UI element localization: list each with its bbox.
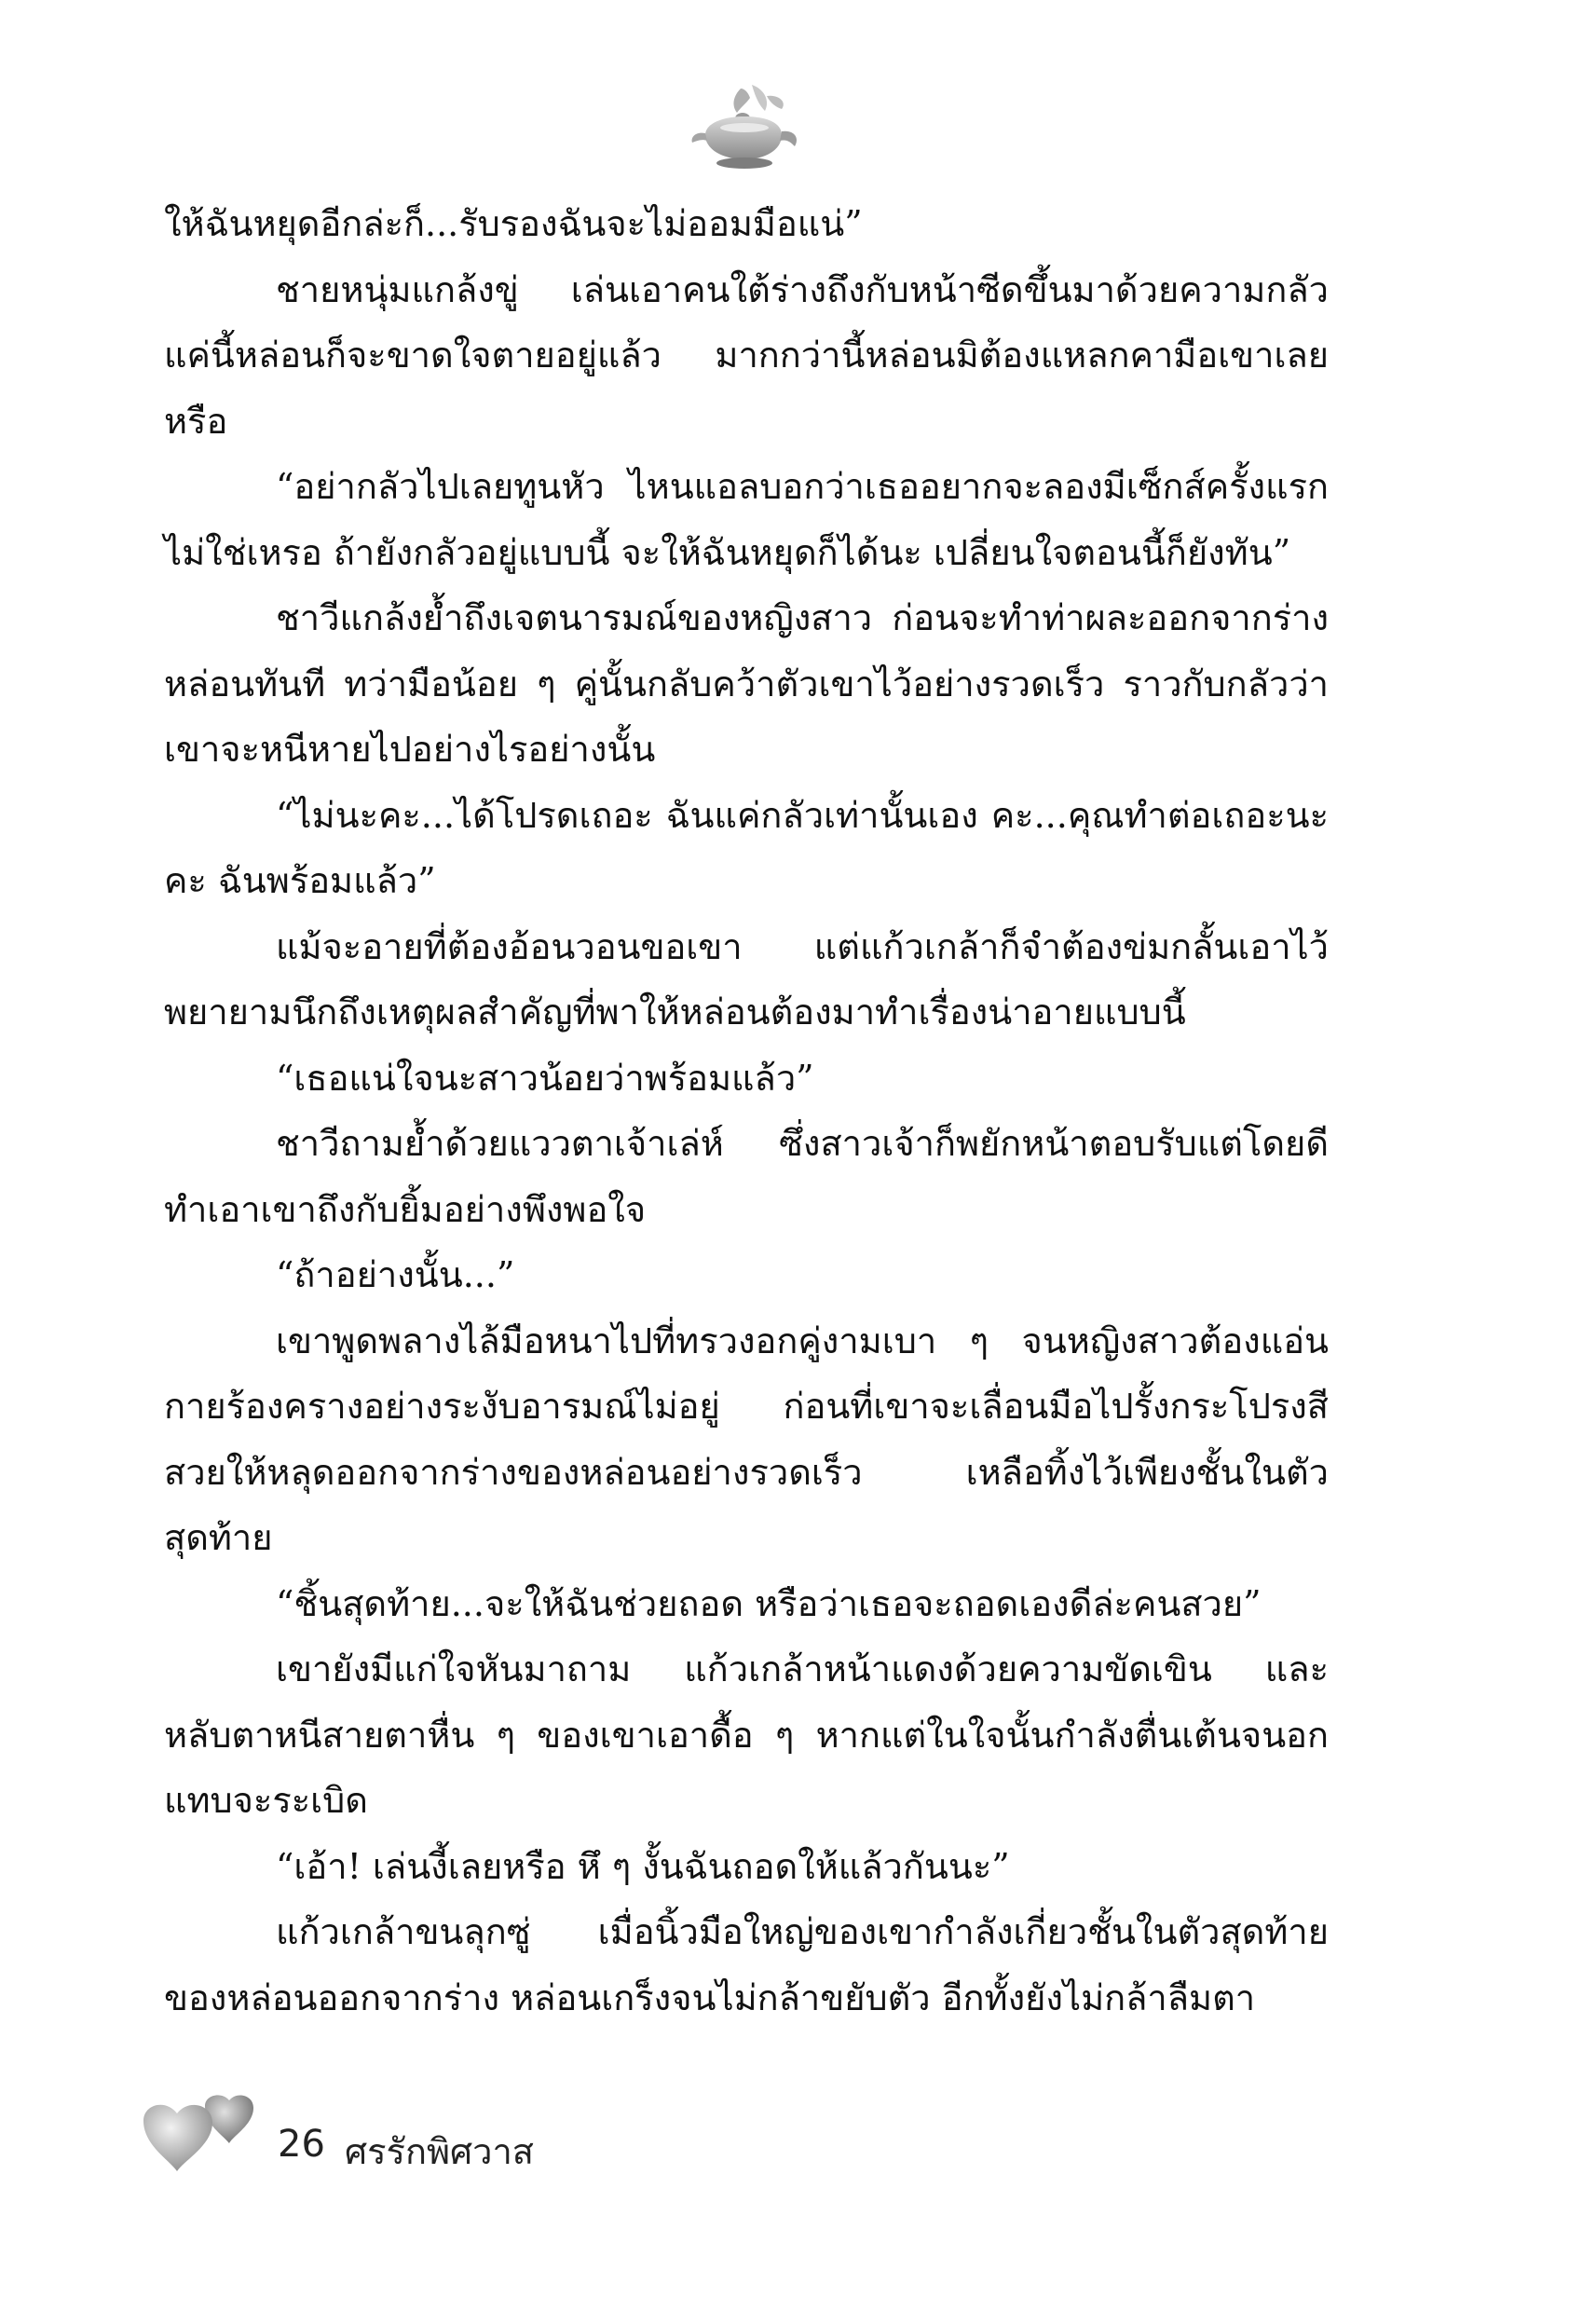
book-title: ศรรักพิศวาส <box>345 2131 534 2172</box>
paragraph: “ถ้าอย่างนั้น...” <box>276 1254 515 1295</box>
paragraph: “เอ้า! เล่นงี้เลยหรือ หึ ๆ งั้นฉันถอดให้แล้วกันนะ” <box>276 1845 1010 1887</box>
paragraph: ชาวีถามย้ำด้วยแววตาเจ้าเล่ห์ ซึ่งสาวเจ้าก็พยักหน้าตอบรับแต่โดยดี ทำเอาเขาถึงกับยิ้มอย่างพึงพอใจ <box>164 1123 1329 1230</box>
paragraph: ชายหนุ่มแกล้งขู่ เล่นเอาคนใต้ร่างถึงกับหน้าซีดขึ้นมาด้วยความกลัว แค่นี้หล่อนก็จะขาดใจตายอยู่แล้ว มากกว่านี้หล่อนมิต้องแหลกคามือเขาเลยหรือ <box>164 268 1329 442</box>
paragraph: “ชิ้นสุดท้าย...จะให้ฉันช่วยถอด หรือว่าเธอจะถอดเองดีล่ะคนสวย” <box>276 1582 1262 1624</box>
paragraph: แก้วเกล้าขนลุกซู่ เมื่อนิ้วมือใหญ่ของเขากำลังเกี่ยวชั้นในตัวสุดท้ายของหล่อนออกจากร่าง หล่อนเกร็งจนไม่กล้าขยับตัว อีกทั้งยังไม่กล้าลืมตา <box>164 1911 1329 2018</box>
paragraph: แม้จะอายที่ต้องอ้อนวอนขอเขา แต่แก้วเกล้าก็จำต้องข่มกลั้นเอาไว้ พยายามนึกถึงเหตุผลสำคัญที่พาให้หล่อนต้องมาทำเรื่องน่าอายแบบนี้ <box>164 925 1329 1032</box>
page-number: 26 <box>278 2123 325 2166</box>
paragraph: ให้ฉันหยุดอีกล่ะก็...รับรองฉันจะไม่ออมมือแน่” <box>164 203 863 244</box>
body-text <box>164 191 1329 2031</box>
hearts-icon <box>140 2078 261 2181</box>
page-footer <box>140 2078 792 2181</box>
teapot-fairy-ornament-icon <box>685 79 806 182</box>
paragraph: เขาพูดพลางไล้มือหนาไปที่ทรวงอกคู่งามเบา ๆ จนหญิงสาวต้องแอ่นกายร้องครางอย่างระงับอารมณ์ไม่อยู่ ก่อนที่เขาจะเลื่อนมือไปรั้งกระโปรงสีสวยให้หลุดออกจากร่างของหล่อนอย่างรวดเร็ว เหลือทิ้งไว้เพียงชั้นในตัวสุดท้าย <box>164 1320 1329 1558</box>
paragraph: ชาวีแกล้งย้ำถึงเจตนารมณ์ของหญิงสาว ก่อนจะทำท่าผละออกจากร่างหล่อนทันที ทว่ามือน้อย ๆ คู่นั้นกลับคว้าตัวเขาไว้อย่างรวดเร็ว ราวกับกลัวว่าเขาจะหนีหายไปอย่างไรอย่างนั้น <box>164 597 1329 770</box>
paragraph: “เธอแน่ใจนะสาวน้อยว่าพร้อมแล้ว” <box>276 1057 814 1099</box>
paragraph: “อย่ากลัวไปเลยทูนหัว ไหนแอลบอกว่าเธออยากจะลองมีเซ็กส์ครั้งแรกไม่ใช่เหรอ ถ้ายังกลัวอยู่แบบนี้ จะให้ฉันหยุดก็ได้นะ เปลี่ยนใจตอนนี้ก็ยังทัน” <box>164 466 1329 573</box>
paragraph: “ไม่นะคะ...ได้โปรดเถอะ ฉันแค่กลัวเท่านั้นเอง คะ...คุณทำต่อเถอะนะคะ ฉันพร้อมแล้ว” <box>164 794 1329 901</box>
paragraph: เขายังมีแก่ใจหันมาถาม แก้วเกล้าหน้าแดงด้วยความขัดเขิน และหลับตาหนีสายตาหื่น ๆ ของเขาเอาดื้อ ๆ หากแต่ในใจนั้นกำลังตื่นเต้นจนอกแทบจะระเบิด <box>164 1648 1329 1821</box>
